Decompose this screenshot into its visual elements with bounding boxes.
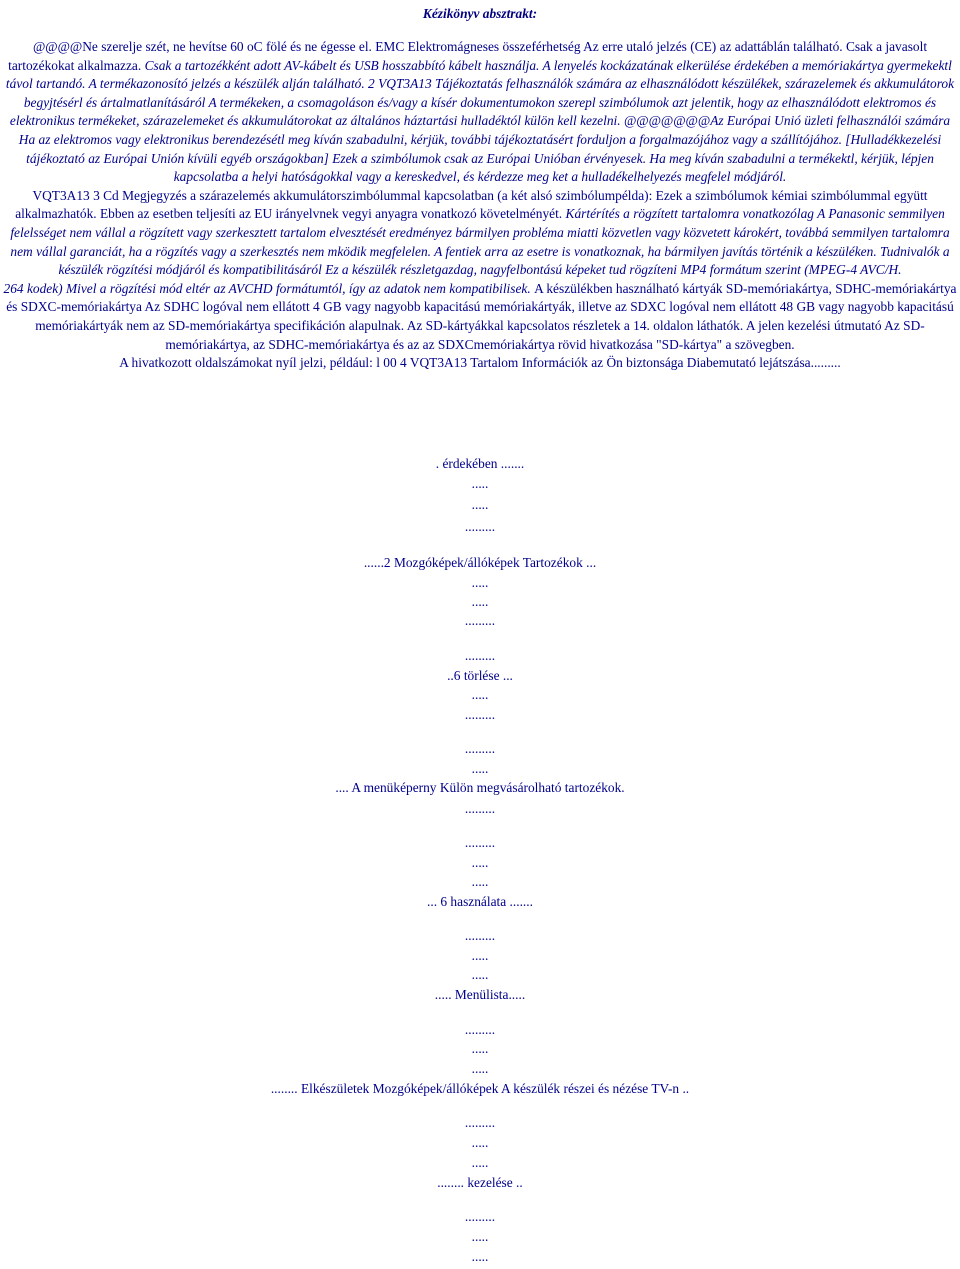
toc-line: ..... Menülista..... xyxy=(434,987,526,1002)
toc-line: ..... xyxy=(471,855,489,870)
toc-line: ..... xyxy=(471,1229,489,1244)
paragraph-segment: Csak a tartozékként adott AV-kábelt és USB hosszabbító kábelt használja. A lenyelés kockázatának elkerülése érdekében a memóriakártya gyermekektl távol tartandó. A termékazonosító jelzés a készülék alján található. 2 VQT3A13 Tájékoztatás felhasználók számára az elhasználódott készülékek, szárazelemek és akkumulátorok begyjtésérl és ártalmatlanításáról A termékeken, a csomagoláson és/vagy a kísér dokumentumokon szerepl szimbólumok azt jelentik, hogy az elhasználódott elektromos és elektronikus termékeket, szárazelemeket és akkumulátorokat az általános háztartási hulladéktól külön kell kezelni. xyxy=(5,57,955,129)
paragraph-2 xyxy=(3,187,957,280)
paragraph-segment: VQT3A13 3 Cd Megjegyzés a szárazelemés akkumulátorszimbólummal kapcsolatban (a két alsó szimbólumpélda): Ezek a szimbólumok kémiai szimbólummal együtt alkalmazhatók. Ebben az esetben teljesíti az EU irányelvnek vegyi anyagra vonatkozó követelményét. xyxy=(15,187,928,222)
toc-line: ..... xyxy=(471,1041,489,1056)
toc-line: ......... xyxy=(464,519,496,534)
toc-line: ......... xyxy=(464,801,496,816)
toc-line: ..... xyxy=(471,1249,489,1264)
toc-line: ......... xyxy=(464,648,496,663)
toc-line: .... A menüképerny Külön megvásárolható tartozékok. xyxy=(335,780,625,795)
toc-line: ......2 Mozgóképek/állóképek Tartozékok ... xyxy=(363,555,597,570)
toc-line: ......... xyxy=(464,928,496,943)
toc-line: ..... xyxy=(471,476,489,491)
paragraph-1 xyxy=(3,38,957,187)
paragraph-segment: 264 kodek) Mivel a rögzítési mód eltér az AVCHD formátumtól, így az adatok nem kompatibilisek. xyxy=(3,280,535,296)
paragraph-segment: Tudnivalók a készülék rögzítési módjáról és kompatibilitásáról Ez a készülék részletgazdag, nagyfelbontású képeket tud rögzíteni MP4 formátum szerint (MPEG-4 AVC/H. xyxy=(58,243,950,278)
toc-line: ..... xyxy=(471,687,489,702)
toc-line: ..... xyxy=(471,594,489,609)
page-title: Kézikönyv absztrakt: xyxy=(422,6,538,21)
paragraph-segment: @@@@@@@Az Európai Unió üzleti felhasználói számára Ha az elektromos vagy elektronikus berendezésétl meg kíván szabadulni, kérjük, további tájékoztatásért forduljon a forgalmazójához vagy a szállítójához. [Hulladékkezelési tájékoztató az Európai Unión kívüli egyéb országokban] Ezek a szimbólumok csak az Európai Unióban érvényesek. xyxy=(18,113,951,166)
toc-line: ......... xyxy=(464,835,496,850)
toc-line: . érdekében ....... xyxy=(435,456,525,471)
toc-line: ..... xyxy=(471,967,489,982)
toc-line: ..... xyxy=(471,575,489,590)
toc-line: ..... xyxy=(471,497,489,512)
toc-line: ... 6 használata ....... xyxy=(427,894,533,909)
toc-line: ..... xyxy=(471,761,489,776)
abstract-body xyxy=(3,38,957,373)
paragraph-4 xyxy=(3,354,957,373)
paragraph-segment: A hivatkozott oldalszámokat nyíl jelzi, például: l 00 4 VQT3A13 Tartalom Információk az Ön biztonsága Diabemutató lejátszása......... xyxy=(119,355,841,371)
paragraph-segment: Kártérítés a rögzített tartalomra vonatkozólag A Panasonic semmilyen felelsséget nem vállal a rögzített vagy szerkesztett tartalom elvesztését eredményez bármilyen probléma miatti közvetlen vagy közvetett károkért, továbbá semmilyen tartalomra nem vállal garanciát, ha a rögzítés vagy a szerkesztés nem mködik megfelelen. A fentiek arra az esetre is vonatkoznak, ha bármilyen javítás történik a készüléken. xyxy=(10,206,950,259)
toc-line: ..... xyxy=(471,948,489,963)
toc-line: ..... xyxy=(471,1061,489,1076)
paragraph-3 xyxy=(3,280,957,354)
toc-line: ......... xyxy=(464,707,496,722)
toc-line: ..... xyxy=(471,1135,489,1150)
paragraph-segment: @@@@Ne szerelje szét, ne hevítse 60 oC fölé és ne égesse el. EMC Elektromágneses összeférhetség Az erre utaló jelzés (CE) az adattáblán található. Csak a javasolt tartozékokat alkalmazza. xyxy=(8,39,928,73)
toc-line: ..... xyxy=(471,1155,489,1170)
toc-line: ......... xyxy=(464,1022,496,1037)
paragraph-segment: Ha meg kíván szabadulni a termékektl, kérjük, lépjen kapcsolatba a helyi hatóságokkal vagy a kereskedvel, és kérdezze meg ket a hulladékelhelyezés megfelel módjáról. xyxy=(173,150,934,185)
toc-line: ..6 törlése ... xyxy=(447,668,513,683)
toc-line: ........ Elkészületek Mozgóképek/állóképek A készülék részei és nézése TV-n .. xyxy=(270,1081,690,1096)
toc-line: ..... xyxy=(471,874,489,889)
toc-line: ......... xyxy=(464,1209,496,1224)
toc-line: ......... xyxy=(464,613,496,628)
toc-line: ......... xyxy=(464,741,496,756)
toc-line: ........ kezelése .. xyxy=(437,1175,523,1190)
paragraph-segment: A készülékben használható kártyák SD-memóriakártya, SDHC-memóriakártya és SDXC-memóriakártya Az SDHC logóval nem ellátott 4 GB vagy nagyobb kapacitású memóriakártyák, illetve az SDXC logóval nem ellátott 48 GB vagy nagyobb kapacitású memóriakártyák nem az SD-memóriakártya specifikáción alapulnak. Az SD-kártyákkal kapcsolatos részletek a 14. oldalon láthatók. A jelen kezelési útmutató Az SD-memóriakártya, az SDHC-memóriakártya és az az SDXCmemóriakártya rövid hivatkozása "SD-kártya" a szövegben. xyxy=(6,280,957,352)
toc-line: ......... xyxy=(464,1115,496,1130)
